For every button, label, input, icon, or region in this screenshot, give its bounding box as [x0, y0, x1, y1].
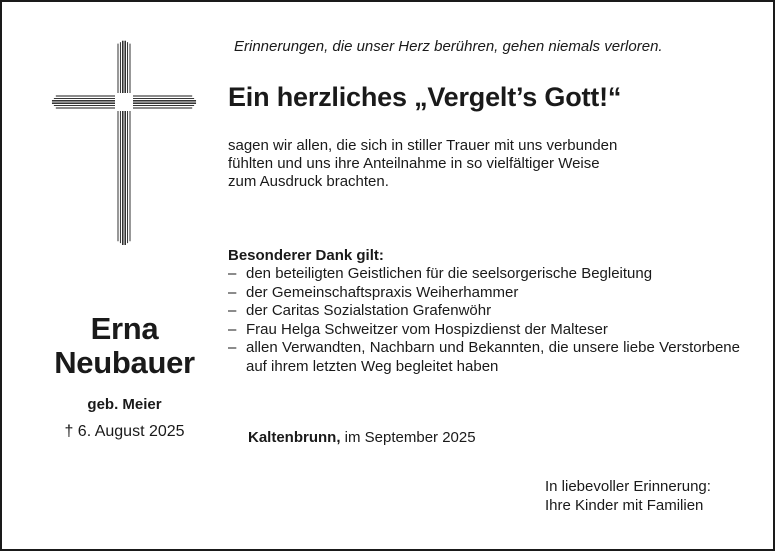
bullet-dash: –	[228, 302, 237, 319]
bullet-dash: –	[228, 320, 237, 338]
list-item	[228, 302, 740, 321]
list-item-text: der Caritas Sozialstation Grafenwöhr	[246, 302, 492, 319]
list-item	[228, 265, 740, 284]
cross-icon	[49, 40, 199, 250]
bullet-dash: –	[228, 265, 237, 282]
last-name: Neubauer	[54, 345, 195, 380]
list-item	[228, 321, 740, 340]
intro-line: sagen wir allen, die sich in stiller Trauer mit uns verbunden	[228, 137, 618, 154]
list-item-text: den beteiligten Geistlichen für die seelsorgerische Begleitung	[246, 265, 653, 282]
deceased-name	[32, 312, 217, 380]
headline: Ein herzliches „Vergelt’s Gott!“	[228, 82, 622, 112]
place: Kaltenbrunn,	[248, 429, 341, 446]
place-date	[248, 429, 476, 446]
bullet-dash: –	[228, 339, 237, 356]
date-text: im September 2025	[344, 429, 476, 446]
list-item-text: der Gemeinschaftspraxis Weiherhammer	[246, 283, 519, 301]
list-item	[228, 284, 740, 303]
list-item-text: Frau Helga Schweitzer vom Hospizdienst der Malteser	[246, 320, 608, 338]
death-date: 6. August 2025	[77, 423, 185, 440]
cross-icon-graphic	[49, 40, 199, 250]
intro-line: fühlten und uns ihre Anteilnahme in so vielfältiger Weise	[228, 155, 600, 172]
intro-line: zum Ausdruck brachten.	[228, 173, 389, 190]
dagger-icon: †	[64, 423, 74, 440]
intro-text	[228, 137, 728, 191]
bullet-dash: –	[228, 283, 237, 301]
death-date-line	[32, 423, 217, 441]
list-item	[228, 339, 740, 376]
maiden-name: geb. Meier	[87, 396, 162, 413]
first-name: Erna	[90, 311, 159, 346]
thanks-list	[228, 265, 740, 376]
thanks-title: Besonderer Dank gilt:	[228, 247, 384, 264]
memorial-quote: Erinnerungen, die unser Herz berühren, gehen niemals verloren.	[234, 38, 663, 55]
signature-line: Ihre Kinder mit Familien	[545, 496, 704, 514]
signature	[545, 478, 711, 515]
signature-line: In liebevoller Erinnerung:	[545, 478, 711, 495]
list-item-text: allen Verwandten, Nachbarn und Bekannten, die unsere liebe Verstorbene auf ihrem letzten Weg begleitet haben	[246, 339, 740, 375]
